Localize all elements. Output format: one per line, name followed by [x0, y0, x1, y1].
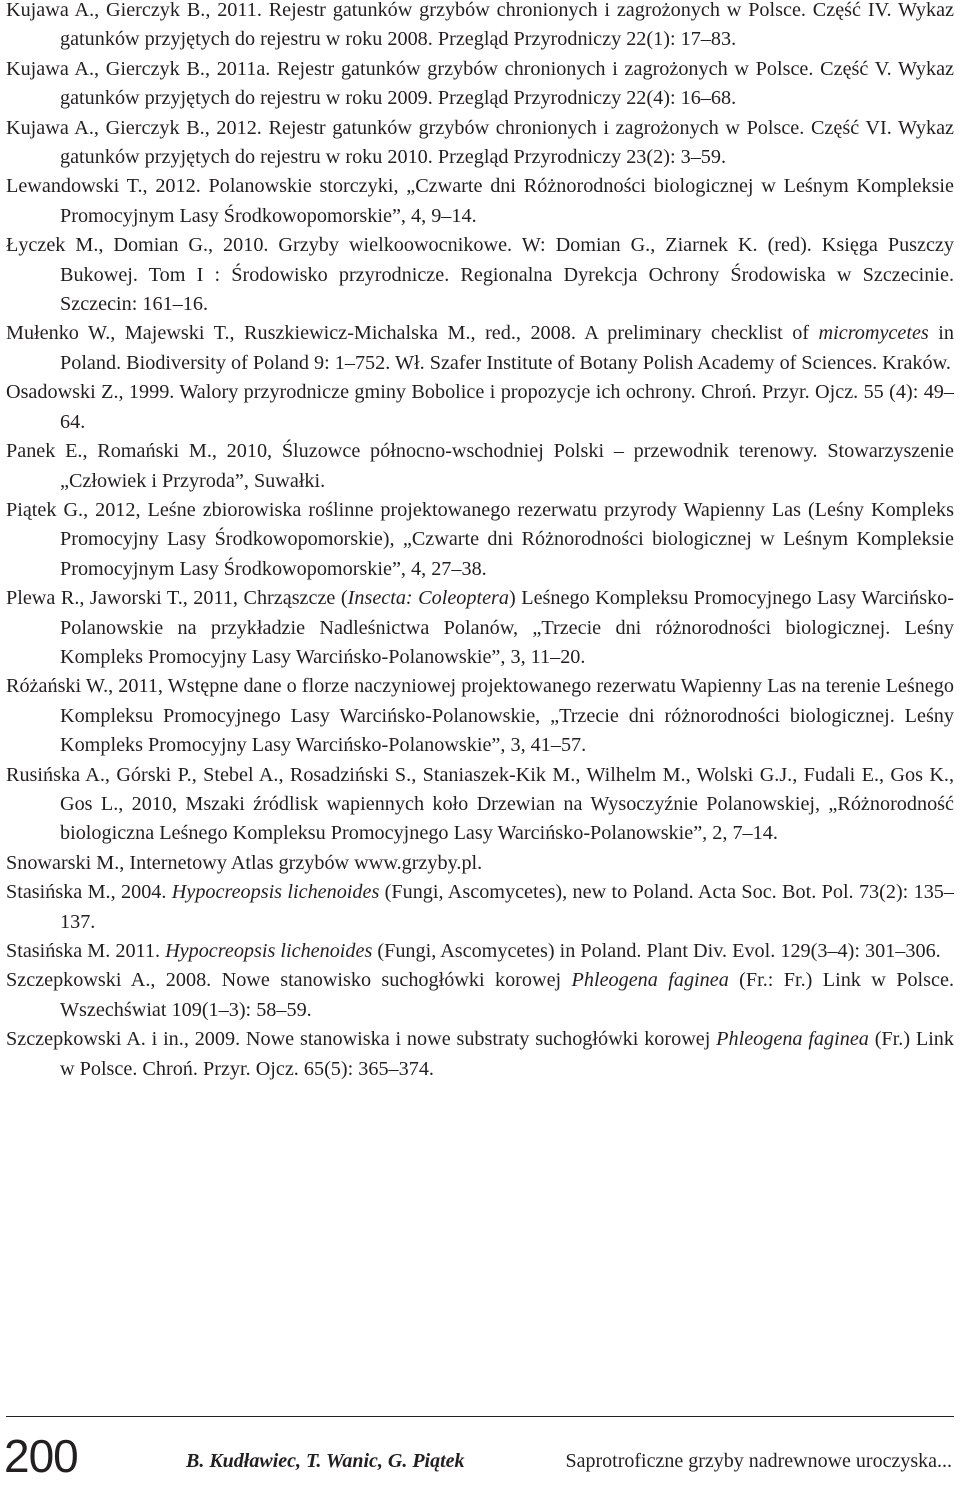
reference-text: (Fungi, Ascomycetes) in Poland. Plant Div. Evol. 129(3–4): 301–306.: [372, 940, 941, 962]
reference-entry: [6, 966, 954, 1025]
reference-entry: [6, 378, 954, 437]
reference-entry: [6, 319, 954, 378]
reference-entry: [6, 761, 954, 849]
reference-entry: [6, 0, 954, 55]
reference-entry: [6, 584, 954, 672]
reference-italic-text: micromycetes: [818, 322, 929, 345]
reference-entry: [6, 437, 954, 496]
reference-text: Kujawa A., Gierczyk B., 2011a. Rejestr gatunków grzybów chronionych i zagrożonych w Polsce. Część V. Wykaz gatunków przyjętych do rejestru w roku 2009. Przegląd Przyrodniczy 22(4): 16–68.: [6, 57, 954, 110]
reference-text: Szczepkowski A., 2008. Nowe stanowisko suchogłówki korowej: [6, 969, 572, 992]
reference-entry: [6, 849, 954, 878]
reference-text: Plewa R., Jaworski T., 2011, Chrząszcze (: [6, 587, 348, 610]
reference-list: [6, 0, 954, 1084]
footer-authors: B. Kudławiec, T. Wanic, G. Piątek: [186, 1450, 465, 1472]
reference-text: ) Leśnego Kompleksu Promocyjnego Lasy Warcińsko-Polanowskie na przykładzie Nadleśnictwa Polanów, „Trzecie dni różnorodności biologicznej. Leśny Kompleks Promocyjny Lasy Warcińsko-Polanowskie”, 3, 11–20.: [60, 587, 954, 668]
reference-italic-text: Insecta: Coleoptera: [347, 587, 510, 610]
reference-text: Lewandowski T., 2012. Polanowskie storczyki, „Czwarte dni Różnorodności biologicznej w Leśnym Kompleksie Promocyjnym Lasy Środkowopomorskie”, 4, 9–14.: [6, 175, 954, 227]
reference-entry: [6, 231, 954, 319]
reference-entry: [6, 55, 954, 114]
reference-entry: [6, 172, 954, 231]
reference-text: Piątek G., 2012, Leśne zbiorowiska roślinne projektowanego rezerwatu przyrody Wapienny Las (Leśny Kompleks Promocyjny Lasy Środkowopomorskie), „Czwarte dni Różnorodności biologicznej w Leśnym Kompleksie Promocyjnym Lasy Środkowopomorskie”, 4, 27–38.: [6, 498, 954, 580]
reference-text: in Poland. Biodiversity of Poland 9: 1–752. Wł. Szafer Institute of Botany Polish Academy of Sciences. Kraków.: [60, 322, 954, 374]
reference-entry: [6, 496, 954, 584]
reference-entry: [6, 672, 954, 760]
reference-italic-text: Hypocreopsis lichenoides: [171, 881, 380, 904]
reference-text: Różański W., 2011, Wstępne dane o florze naczyniowej projektowanego rezerwatu Wapienny Las na terenie Leśnego Kompleksu Promocyjnego Lasy Warcińsko-Polanowskie, „Trzecie dni różnorodności biologicznej. Leśny Kompleks Promocyjny Lasy Warcińsko-Polanowskie”, 3, 41–57.: [6, 675, 954, 757]
reference-text: Panek E., Romański M., 2010, Śluzowce północno-wschodniej Polski – przewodnik terenowy. Stowarzyszenie „Człowiek i Przyroda”, Suwałki.: [6, 440, 954, 492]
reference-entry: [6, 878, 954, 937]
running-title: Saprotroficzne grzyby nadrewnowe uroczyska...: [565, 1450, 952, 1472]
reference-entry: [6, 937, 954, 966]
reference-entry: [6, 1025, 954, 1084]
reference-text: Łyczek M., Domian G., 2010. Grzyby wielkoowocnikowe. W: Domian G., Ziarnek K. (red). Księga Puszczy Bukowej. Tom I : Środowisko przyrodnicze. Regionalna Dyrekcja Ochrony Środowiska w Szczecinie. Szczecin: 161–16.: [6, 234, 954, 316]
reference-text: (Fungi, Ascomycetes), new to Poland. Acta Soc. Bot. Pol. 73(2): 135–137.: [60, 881, 954, 933]
page-number: 200: [4, 1430, 78, 1482]
reference-text: Kujawa A., Gierczyk B., 2012. Rejestr gatunków grzybów chronionych i zagrożonych w Polsce. Część VI. Wykaz gatunków przyjętych do rejestru w roku 2010. Przegląd Przyrodniczy 23(2): 3–59.: [6, 116, 954, 169]
reference-italic-text: Phleogena faginea: [571, 969, 729, 992]
reference-text: Stasińska M., 2004.: [6, 881, 172, 904]
reference-text: Stasińska M. 2011.: [6, 940, 166, 962]
reference-text: (Fr.: Fr.) Link w Polsce. Wszechświat 109(1–3): 58–59.: [60, 969, 954, 1021]
reference-text: Kujawa A., Gierczyk B., 2011. Rejestr gatunków grzybów chronionych i zagrożonych w Polsce. Część IV. Wykaz gatunków przyjętych do rejestru w roku 2008. Przegląd Przyrodniczy 22(1): 17–83.: [6, 0, 954, 51]
reference-text: Snowarski M., Internetowy Atlas grzybów www.grzyby.pl.: [6, 851, 483, 874]
reference-italic-text: Hypocreopsis lichenoides: [165, 940, 373, 962]
reference-text: Osadowski Z., 1999. Walory przyrodnicze gminy Bobolice i propozycje ich ochrony. Chroń. Przyr. Ojcz. 55 (4): 49–64.: [6, 381, 954, 433]
footer-rule: [6, 1416, 954, 1417]
reference-text: Mułenko W., Majewski T., Ruszkiewicz-Michalska M., red., 2008. A preliminary checklist of: [6, 322, 819, 345]
reference-text: (Fr.) Link w Polsce. Chroń. Przyr. Ojcz. 65(5): 365–374.: [60, 1028, 954, 1080]
reference-text: Rusińska A., Górski P., Stebel A., Rosadziński S., Staniaszek-Kik M., Wilhelm M., Wolski G.J., Fudali E., Gos K., Gos L., 2010, Mszaki źródlisk wapiennych koło Drzewian na Wysoczyźnie Polanowskiej, „Różnorodność biologiczna Leśnego Kompleksu Promocyjnego Lasy Warcińsko-Polanowskie”, 2, 7–14.: [6, 763, 954, 845]
reference-text: Szczepkowski A. i in., 2009. Nowe stanowiska i nowe substraty suchogłówki korowej: [6, 1028, 717, 1051]
reference-italic-text: Phleogena faginea: [716, 1028, 869, 1051]
reference-entry: [6, 114, 954, 173]
